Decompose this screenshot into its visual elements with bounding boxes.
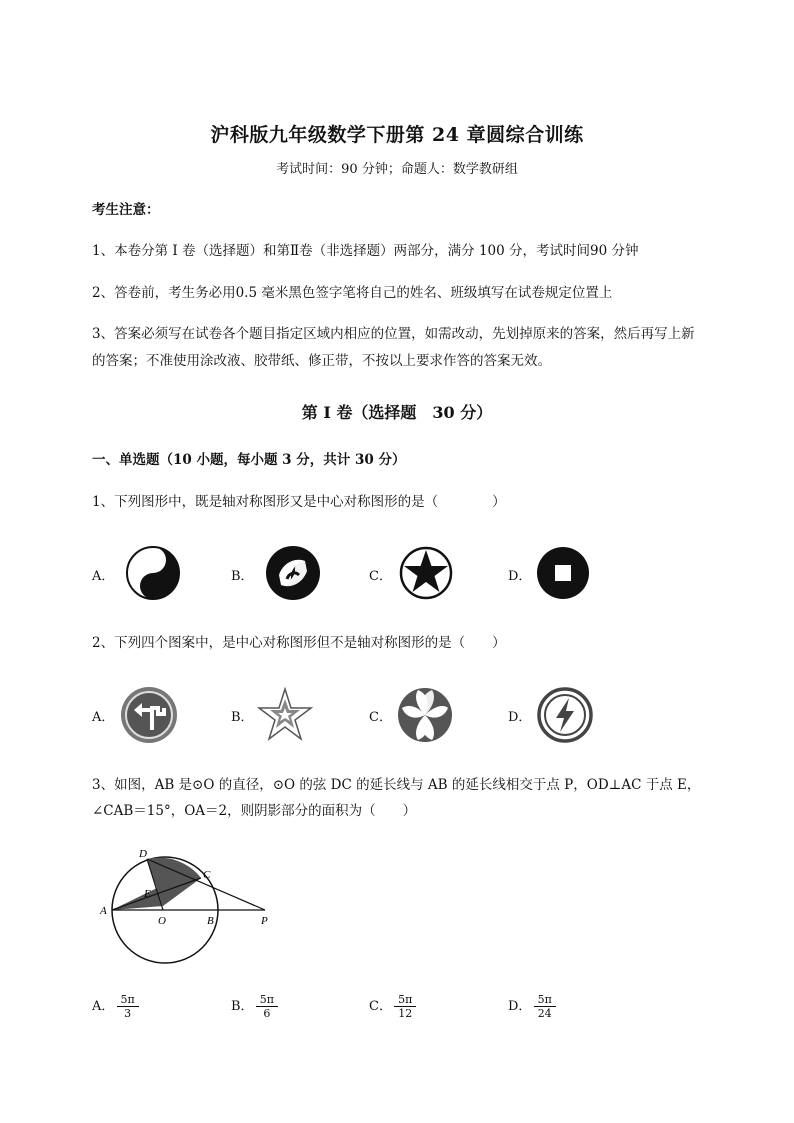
notice-item-1: 1、本卷分第 I 卷（选择题）和第Ⅱ卷（非选择题）两部分，满分 100 分，考试时间90 分钟 — [92, 243, 639, 259]
part-title: 第 I 卷（选择题 30 分） — [301, 403, 493, 422]
label-o: O — [158, 915, 166, 927]
petal-circle-icon — [396, 686, 454, 744]
q3-option-a-letter: A． — [92, 999, 115, 1014]
q3-option-a-num: 5π — [120, 993, 135, 1006]
question-1-text: 1、下列图形中，既是轴对称图形又是中心对称图形的是（ ） — [92, 494, 506, 510]
lightning-circle-icon — [536, 686, 594, 744]
q3-option-b-fraction — [258, 993, 276, 1020]
q1-option-c[interactable]: C． — [369, 569, 392, 584]
q3-option-d[interactable] — [508, 993, 554, 1020]
label-b: B — [207, 915, 214, 927]
coin-square-icon — [536, 546, 590, 600]
q3-option-c-num: 5π — [398, 993, 413, 1006]
star-in-circle-icon — [399, 546, 453, 600]
notice-item-3-cont: 的答案；不准使用涂改液、胶带纸、修正带，不按以上要求作答的答案无效。 — [92, 353, 551, 369]
circle-geometry-figure — [95, 840, 285, 970]
q3-option-d-num: 5π — [537, 993, 552, 1006]
notice-item-2: 2、答卷前，考生务必用0.5 毫米黑色签字笔将自己的姓名、班级填写在试卷规定位置上 — [92, 285, 613, 301]
question-2-text: 2、下列四个图案中，是中心对称图形但不是轴对称图形的是（ ） — [92, 635, 506, 651]
q2-option-a[interactable]: A． — [92, 710, 115, 725]
q3-option-d-fraction — [536, 993, 554, 1020]
exam-info: 考试时间：90 分钟；命题人：数学教研组 — [276, 162, 518, 177]
q2-option-c[interactable]: C． — [369, 710, 392, 725]
q3-option-d-letter: D． — [508, 999, 532, 1014]
q1-option-b[interactable]: B． — [231, 569, 254, 584]
q3-option-c-den: 12 — [398, 1007, 413, 1020]
q3-option-b[interactable] — [231, 993, 276, 1020]
label-c: C — [203, 869, 211, 881]
q2-option-d[interactable]: D． — [508, 710, 532, 725]
page-title: 沪科版九年级数学下册第 24 章圆综合训练 — [210, 124, 584, 146]
q3-option-c-fraction — [396, 993, 414, 1020]
question-3-text-line1: 3、如图，AB 是⊙O 的直径，⊙O 的弦 DC 的延长线与 AB 的延长线相交于点 P，OD⊥AC 于点 E， — [92, 777, 701, 793]
label-e: E — [144, 888, 151, 900]
turn-sign-icon — [120, 686, 178, 744]
q3-option-c[interactable] — [369, 993, 414, 1020]
q3-option-a-fraction — [119, 993, 137, 1020]
q2-option-b[interactable]: B． — [231, 710, 254, 725]
pentagram-icon — [256, 686, 314, 744]
section-heading: 一、单选题（10 小题，每小题 3 分，共计 30 分） — [92, 452, 406, 468]
q3-option-b-letter: B． — [231, 999, 254, 1014]
q3-option-c-letter: C． — [369, 999, 392, 1014]
question-3-text-line2: ∠CAB＝15°，OA＝2，则阴影部分的面积为（ ） — [92, 803, 417, 819]
q1-option-d[interactable]: D． — [508, 569, 532, 584]
q3-option-a[interactable] — [92, 993, 137, 1020]
q3-option-a-den: 3 — [124, 1007, 132, 1020]
label-d: D — [139, 848, 147, 860]
label-a: A — [100, 905, 107, 917]
q1-option-a[interactable]: A． — [92, 569, 115, 584]
q3-option-d-den: 24 — [537, 1007, 552, 1020]
notice-heading: 考生注意： — [92, 202, 160, 218]
swirl-logo-icon — [265, 545, 321, 601]
q3-option-b-den: 6 — [263, 1007, 271, 1020]
yin-yang-icon — [125, 545, 181, 601]
label-p: P — [261, 915, 268, 927]
notice-item-3: 3、答案必须写在试卷各个题目指定区域内相应的位置，如需改动，先划掉原来的答案，然后再写上新 — [92, 326, 695, 342]
q3-option-b-num: 5π — [259, 993, 274, 1006]
